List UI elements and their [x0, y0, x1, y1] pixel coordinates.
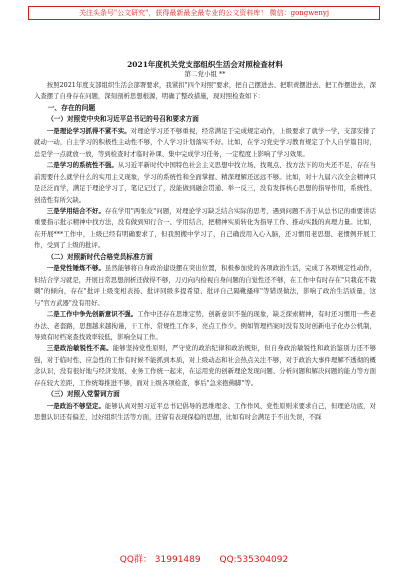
paragraph-7	[34, 401, 376, 424]
paragraph-7-lead: 一是政治不够坚定。	[46, 401, 105, 410]
paragraph-1-lead: 一是理论学习抓得不紧不实。	[46, 126, 131, 135]
paragraph-4-lead: 一是党性锤炼不够。	[46, 264, 105, 273]
qq-text: QQ:535304092	[219, 555, 289, 565]
paragraph-5	[34, 309, 376, 343]
document-author: 第二党小组 **	[184, 70, 226, 78]
subsection-heading-3: （三）对照入党誓词方面	[47, 390, 120, 399]
paragraph-2-text: 从习近平新时代中国特色社会主义思想中找立场、找观点、找方法下的功夫还不足，存在当前需要什么就学什么的实用主义现象，学习的系统性和全面掌握、精深理解还远远不够。比如，对十九届六次全会精神只是泛泛而学，满足于理论学习了，笔记记过了，没能做到融会贯通、举一反三，没有发挥核心思想的指导作用，系统性、创造性有所欠缺。	[34, 161, 377, 204]
paragraph-6-text: 能够坚持党性原则，严守党的政治纪律和政治规矩，但自身政治敏锐性和政治鉴别力还不够强，对于临时性、应急性的工作有时候不能抓到本质，对上级动态和社会热点关注不够，对于政治大事件理解不透彻的概念认识，没有很好地与经济发展、业务工作统一起来，在运用党的创新理论发现问题、分析问题和解决问题的能力等方面存在较大差距，工作统筹推进不够，面对上级各项检查，事后"急来抱佛脚"等。	[34, 344, 377, 387]
document-title: 2021年度机关党支部组织生活会对照检查材料	[127, 60, 283, 69]
intro-paragraph: 按照2021年度支部组织生活会部署要求，我紧扣"四个对照"要求，把自己摆进去、把职责摆进去、把工作摆进去，深入查摆了自身存在问题，深刻剖析思想根源，明确了整改措施，现对照检查如下：	[34, 81, 376, 101]
contact-footer	[0, 553, 408, 567]
section-heading: 一、存在的问题	[47, 103, 96, 112]
paragraph-5-lead: 二是工作中争先创新意识不强。	[46, 310, 138, 319]
paragraph-4-text: 虽然能够将自身政治建设摆在突出位置，积极参加党的各项政治生活，完成了各项规定性动作，但结合学习就是，开展日常思想剖析还做得不够，刀刃向内检视自身问题的自觉性还不够，在工作中有时存在"只栽花不栽刺"的倾向，存在"批评上级变相表扬、批评同级多提希望、批评自己隔靴搔痒"等错误做法，影响了政治生活质量，这与"官方武器"没有用好。	[34, 264, 377, 307]
paragraph-2-lead: 二是学习的系统性不强。	[46, 161, 118, 170]
subsection-heading-2: （二）对照新时代合格党员标准方面	[47, 252, 153, 261]
paragraph-3-text: 存在学用"两张皮"问题，对理论学习缺乏结合实际的思考，遇到问题不善于从总书记的重要讲话重要指示批示精神中找方法，没有做到知行合一、学用结合，把精神实质转化为指导工作、推动实践的真理力量。比如，在开展***工作中，上级已经有明确要求了，但我照搬中学习了，自己确没用入心入脑，还习惯用老思想、老惯例开展工作，受到了上级的批评。	[34, 206, 376, 250]
paragraph-3	[34, 206, 376, 252]
qq-group-text: QQ群： 31991489	[119, 555, 201, 565]
paragraph-1-text: 对理论学习还不够重视，经常满足于完成规定动作，上级要求了就学一学，支部安排了就动一动，自主学习的积极性主动性不够，个人学习计划落实不好。比如，在学习党史学习教育规定了个人自学篇目时，总是学一点就放一放，等到检查时才临时补课、集中完成学习任务，一定程度上影响了学习效果。	[34, 126, 377, 158]
paragraph-2	[34, 160, 376, 206]
paragraph-6-lead: 三是政治敏锐性不高。	[46, 344, 113, 353]
paragraph-4	[34, 263, 376, 309]
paragraph-5-text: 工作中还存在思维定势，创新意识不强的现象，缺乏探索精神，有时还习惯用一些老办法、老套路，思想越来越拘谨，干工作、常规性工作多，亮点工作少。例如管理档案时没有及时创新电子化办公机制，导致有时档案查找效率较低，影响全局工作。	[34, 310, 377, 341]
paragraph-7-text: 能够认真对照习近平总书记倡导的思维理念、工作作风、党性原则来要求自己，但理论功底，对思想认识还有偏差，过好组织生活等方面，还留有表现保稳的思想，比如有时会满足于不出失误，不踩	[34, 401, 377, 422]
paragraph-6	[34, 343, 376, 389]
paragraph-3-lead: 三是学用结合不好。	[46, 206, 105, 215]
document-body	[34, 60, 376, 424]
paragraph-1	[34, 126, 376, 160]
subsection-heading-1: （一）对照党中央和习近平总书记的号召和要求方面	[47, 115, 199, 124]
promo-banner: 关注头条号"公文研究"，获得最新最全最专业的公文资料库！ 微信：gongwenyj	[28, 6, 380, 20]
